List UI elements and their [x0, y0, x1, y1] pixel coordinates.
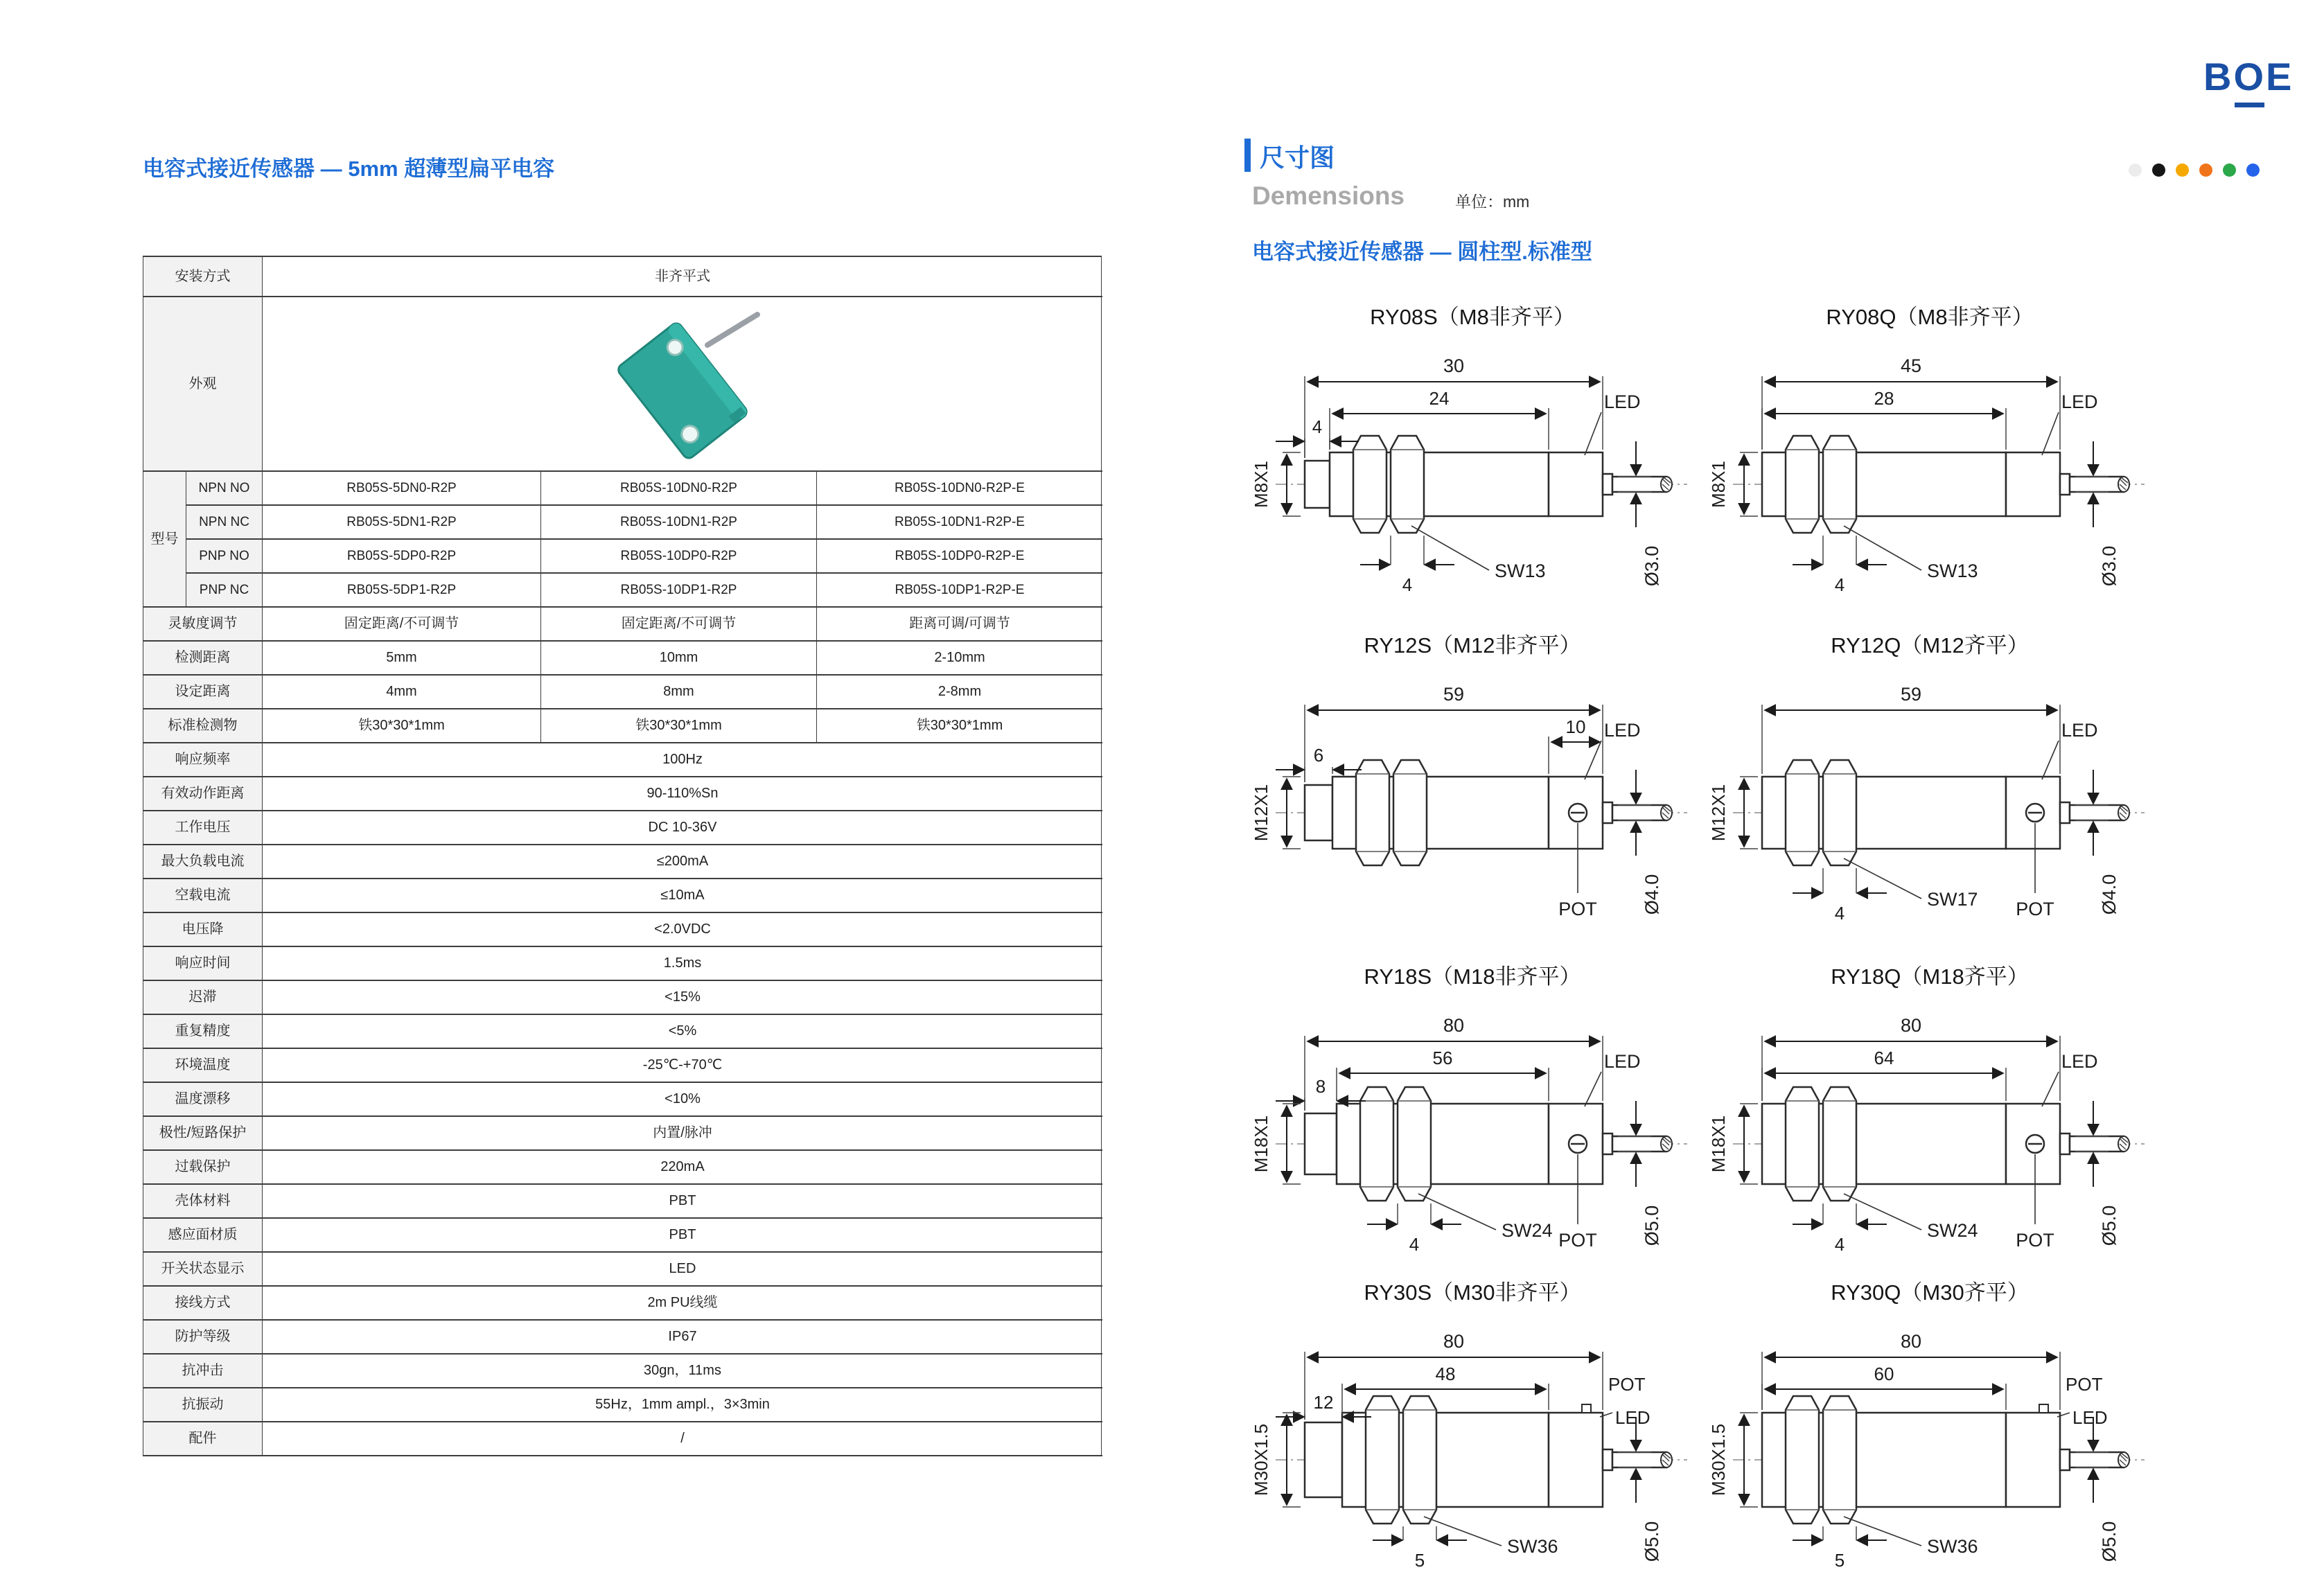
spec-value: 铁30*30*1mm	[541, 709, 817, 743]
spec-label: 环境温度	[143, 1049, 263, 1083]
model-type-label: NPN NO	[186, 472, 263, 506]
svg-text:SW24: SW24	[1502, 1220, 1553, 1241]
spec-label: 感应面材质	[143, 1219, 263, 1253]
spec-value: <10%	[263, 1083, 1102, 1117]
model-type-label: PNP NO	[186, 540, 263, 574]
svg-text:59: 59	[1443, 684, 1465, 705]
svg-text:4: 4	[1834, 903, 1845, 924]
spec-label: 安装方式	[143, 257, 263, 297]
spec-label: 抗冲击	[143, 1355, 263, 1388]
logo-underline	[2235, 103, 2264, 107]
svg-text:LED: LED	[1604, 720, 1641, 741]
diagram-title: RY08S（M8非齐平）	[1370, 305, 1575, 329]
boe-logo	[2203, 54, 2294, 99]
svg-text:8: 8	[1315, 1076, 1326, 1097]
svg-text:5: 5	[1414, 1550, 1425, 1571]
palette-dot	[2199, 164, 2212, 177]
spec-value: <2.0VDC	[263, 913, 1102, 947]
sensor-dimension-drawing	[1244, 660, 1701, 946]
svg-text:LED: LED	[2061, 720, 2098, 741]
spec-value: 8mm	[541, 676, 817, 709]
sensor-dimension-drawing	[1701, 1307, 2158, 1588]
dimensions-section-subtitle-en: Demensions	[1252, 182, 1405, 210]
spec-value: 55Hz，1mm ampl.，3×3min	[263, 1388, 1102, 1422]
svg-text:LED: LED	[2061, 391, 2098, 412]
model-number: RB05S-10DN1-R2P	[541, 506, 817, 540]
sensor-dimension-drawing	[1701, 332, 2158, 617]
spec-table	[143, 256, 1102, 1456]
spec-value: 1.5ms	[263, 947, 1102, 981]
model-number: RB05S-5DN1-R2P	[263, 506, 541, 540]
diagram-card	[1701, 628, 2158, 946]
model-number: RB05S-10DN0-R2P-E	[817, 472, 1102, 506]
svg-text:28: 28	[1874, 388, 1894, 409]
spec-label: 灵敏度调节	[143, 608, 263, 642]
svg-text:60: 60	[1874, 1364, 1894, 1384]
spec-value: 距离可调/可调节	[817, 608, 1102, 642]
spec-label: 响应频率	[143, 743, 263, 777]
diagram-title: RY18Q（M18齐平）	[1831, 964, 2029, 989]
sensor-dimension-drawing	[1701, 991, 2158, 1277]
spec-label: 抗振动	[143, 1388, 263, 1422]
svg-text:LED: LED	[2072, 1407, 2108, 1428]
spec-value: 2-8mm	[817, 676, 1102, 709]
svg-text:45: 45	[1900, 355, 1922, 376]
spec-label: 设定距离	[143, 676, 263, 709]
spec-label: 温度漂移	[143, 1083, 263, 1117]
model-number: RB05S-5DP0-R2P	[263, 540, 541, 574]
spec-label: 外观	[143, 297, 263, 472]
spec-value: 5mm	[263, 642, 541, 676]
spec-value: <5%	[263, 1015, 1102, 1049]
spec-value: 固定距离/不可调节	[263, 608, 541, 642]
spec-value: <15%	[263, 981, 1102, 1015]
diagram-title: RY08Q（M8非齐平）	[1826, 305, 2034, 329]
spec-value: 内置/脉冲	[263, 1117, 1102, 1151]
sensor-dimension-drawing	[1244, 332, 1701, 617]
spec-value: 100Hz	[263, 743, 1102, 777]
page-title: 电容式接近传感器 — 5mm 超薄型扁平电容	[143, 157, 555, 181]
model-type-label: PNP NC	[186, 574, 263, 608]
svg-text:SW36: SW36	[1507, 1536, 1558, 1557]
svg-text:LED: LED	[2061, 1051, 2098, 1072]
diagram-card	[1701, 1275, 2158, 1588]
svg-text:80: 80	[1443, 1015, 1465, 1036]
diagram-card	[1244, 1275, 1701, 1588]
svg-text:Ø5.0: Ø5.0	[1641, 1521, 1662, 1562]
svg-text:4: 4	[1312, 416, 1323, 437]
diagram-card	[1244, 299, 1701, 617]
svg-text:Ø3.0: Ø3.0	[2099, 545, 2120, 587]
model-number: RB05S-5DN0-R2P	[263, 472, 541, 506]
spec-value: 铁30*30*1mm	[263, 709, 541, 743]
svg-text:POT: POT	[1558, 899, 1597, 919]
svg-text:LED: LED	[1604, 1051, 1641, 1072]
spec-label: 有效动作距离	[143, 777, 263, 811]
svg-text:SW24: SW24	[1927, 1220, 1978, 1241]
logo-letter-b: B	[2203, 55, 2234, 98]
svg-text:4: 4	[1409, 1234, 1420, 1255]
svg-text:Ø5.0: Ø5.0	[1641, 1205, 1662, 1246]
spec-label: 配件	[143, 1422, 263, 1456]
series-title: 电容式接近传感器 — 圆柱型.标准型	[1252, 240, 1592, 264]
logo-letter-e: E	[2266, 55, 2294, 98]
svg-text:6: 6	[1313, 745, 1324, 766]
diagram-card	[1244, 959, 1701, 1277]
spec-label: 标准检测物	[143, 709, 263, 743]
diagram-title: RY18S（M18非齐平）	[1364, 964, 1581, 989]
svg-text:Ø5.0: Ø5.0	[2099, 1205, 2120, 1246]
svg-text:4: 4	[1402, 574, 1413, 595]
svg-text:Ø4.0: Ø4.0	[1641, 874, 1662, 915]
spec-value: /	[263, 1422, 1102, 1456]
spec-value: 固定距离/不可调节	[541, 608, 817, 642]
svg-text:M8X1: M8X1	[1251, 461, 1271, 508]
svg-text:80: 80	[1900, 1015, 1922, 1036]
flat-sensor-image	[572, 302, 793, 466]
svg-text:56: 56	[1432, 1048, 1453, 1068]
model-number: RB05S-10DP0-R2P-E	[817, 540, 1102, 574]
svg-text:Ø5.0: Ø5.0	[2099, 1521, 2120, 1562]
diagram-title: RY12Q（M12齐平）	[1831, 633, 2029, 658]
svg-text:SW13: SW13	[1927, 561, 1978, 581]
logo-letter-o: O	[2233, 54, 2266, 99]
spec-value: ≤200mA	[263, 845, 1102, 879]
diagram-card	[1244, 628, 1701, 946]
svg-text:LED: LED	[1615, 1407, 1650, 1428]
spec-label: 最大负载电流	[143, 845, 263, 879]
spec-value: ≤10mA	[263, 879, 1102, 913]
model-number: RB05S-10DP1-R2P	[541, 574, 817, 608]
model-number: RB05S-10DP0-R2P	[541, 540, 817, 574]
svg-text:Ø3.0: Ø3.0	[1641, 545, 1662, 587]
sensor-dimension-drawing	[1701, 660, 2158, 946]
svg-text:POT: POT	[2066, 1374, 2103, 1395]
palette-dot	[2223, 164, 2236, 177]
svg-text:M18X1: M18X1	[1251, 1115, 1271, 1173]
palette-dot	[2129, 164, 2142, 177]
svg-text:M8X1: M8X1	[1708, 461, 1729, 508]
svg-text:59: 59	[1900, 684, 1922, 705]
spec-label: 接线方式	[143, 1287, 263, 1321]
spec-value: 90-110%Sn	[263, 777, 1102, 811]
model-number: RB05S-5DP1-R2P	[263, 574, 541, 608]
section-accent-bar	[1244, 139, 1251, 172]
spec-label: 极性/短路保护	[143, 1117, 263, 1151]
svg-text:POT: POT	[1608, 1374, 1646, 1395]
spec-value: PBT	[263, 1219, 1102, 1253]
spec-value: IP67	[263, 1321, 1102, 1355]
spec-value: LED	[263, 1253, 1102, 1287]
model-number: RB05S-10DN0-R2P	[541, 472, 817, 506]
spec-label: 开关状态显示	[143, 1253, 263, 1287]
diagram-title: RY30Q（M30齐平）	[1831, 1280, 2029, 1305]
spec-value: -25℃-+70℃	[263, 1049, 1102, 1083]
spec-value: 非齐平式	[263, 257, 1102, 297]
svg-text:M30X1.5: M30X1.5	[1708, 1423, 1729, 1497]
diagram-card	[1701, 299, 2158, 617]
sensor-dimension-drawing	[1244, 991, 1701, 1277]
diagram-card	[1701, 959, 2158, 1277]
spec-label: 壳体材料	[143, 1185, 263, 1219]
svg-text:SW36: SW36	[1927, 1536, 1978, 1557]
svg-text:LED: LED	[1604, 391, 1641, 412]
svg-text:64: 64	[1874, 1048, 1894, 1068]
color-palette-dots	[2129, 164, 2260, 177]
model-number: RB05S-10DP1-R2P-E	[817, 574, 1102, 608]
sensor-dimension-drawing	[1244, 1307, 1701, 1588]
spec-value: 30gn，11ms	[263, 1355, 1102, 1388]
diagram-title: RY12S（M12非齐平）	[1364, 633, 1581, 658]
spec-label: 响应时间	[143, 947, 263, 981]
svg-text:48: 48	[1435, 1364, 1456, 1384]
palette-dot	[2246, 164, 2260, 177]
svg-text:5: 5	[1834, 1550, 1845, 1571]
svg-text:4: 4	[1834, 574, 1845, 595]
dimensions-section-title: 尺寸图	[1260, 143, 1335, 172]
spec-label: 防护等级	[143, 1321, 263, 1355]
unit-label: 单位：mm	[1455, 193, 1530, 211]
svg-text:M30X1.5: M30X1.5	[1251, 1423, 1271, 1497]
spec-value: 铁30*30*1mm	[817, 709, 1102, 743]
svg-text:10: 10	[1565, 716, 1586, 737]
svg-text:M18X1: M18X1	[1708, 1115, 1729, 1173]
svg-text:80: 80	[1443, 1331, 1465, 1352]
spec-label: 工作电压	[143, 811, 263, 845]
spec-value: 2-10mm	[817, 642, 1102, 676]
palette-dot	[2176, 164, 2189, 177]
svg-text:Ø4.0: Ø4.0	[2099, 874, 2120, 915]
model-group-label: 型号	[143, 472, 186, 608]
spec-label: 电压降	[143, 913, 263, 947]
svg-text:M12X1: M12X1	[1708, 784, 1729, 842]
svg-text:30: 30	[1443, 355, 1465, 376]
model-number: RB05S-10DN1-R2P-E	[817, 506, 1102, 540]
spec-label: 空载电流	[143, 879, 263, 913]
spec-value: DC 10-36V	[263, 811, 1102, 845]
spec-label: 检测距离	[143, 642, 263, 676]
svg-text:24: 24	[1429, 388, 1450, 409]
svg-text:80: 80	[1900, 1331, 1922, 1352]
sensor-photo-cell	[263, 297, 1102, 472]
spec-value: PBT	[263, 1185, 1102, 1219]
spec-label: 过载保护	[143, 1151, 263, 1185]
svg-text:SW13: SW13	[1495, 561, 1546, 581]
spec-value: 10mm	[541, 642, 817, 676]
palette-dot	[2152, 164, 2165, 177]
svg-text:POT: POT	[1558, 1230, 1597, 1251]
spec-value: 4mm	[263, 676, 541, 709]
spec-label: 迟滞	[143, 981, 263, 1015]
diagram-title: RY30S（M30非齐平）	[1364, 1280, 1581, 1305]
svg-text:SW17: SW17	[1927, 889, 1978, 910]
svg-text:M12X1: M12X1	[1251, 784, 1271, 842]
spec-value: 220mA	[263, 1151, 1102, 1185]
svg-text:POT: POT	[2016, 899, 2054, 919]
svg-text:4: 4	[1834, 1234, 1845, 1255]
spec-label: 重复精度	[143, 1015, 263, 1049]
model-type-label: NPN NC	[186, 506, 263, 540]
svg-text:POT: POT	[2016, 1230, 2054, 1251]
svg-text:12: 12	[1313, 1392, 1334, 1413]
spec-value: 2m PU线缆	[263, 1287, 1102, 1321]
